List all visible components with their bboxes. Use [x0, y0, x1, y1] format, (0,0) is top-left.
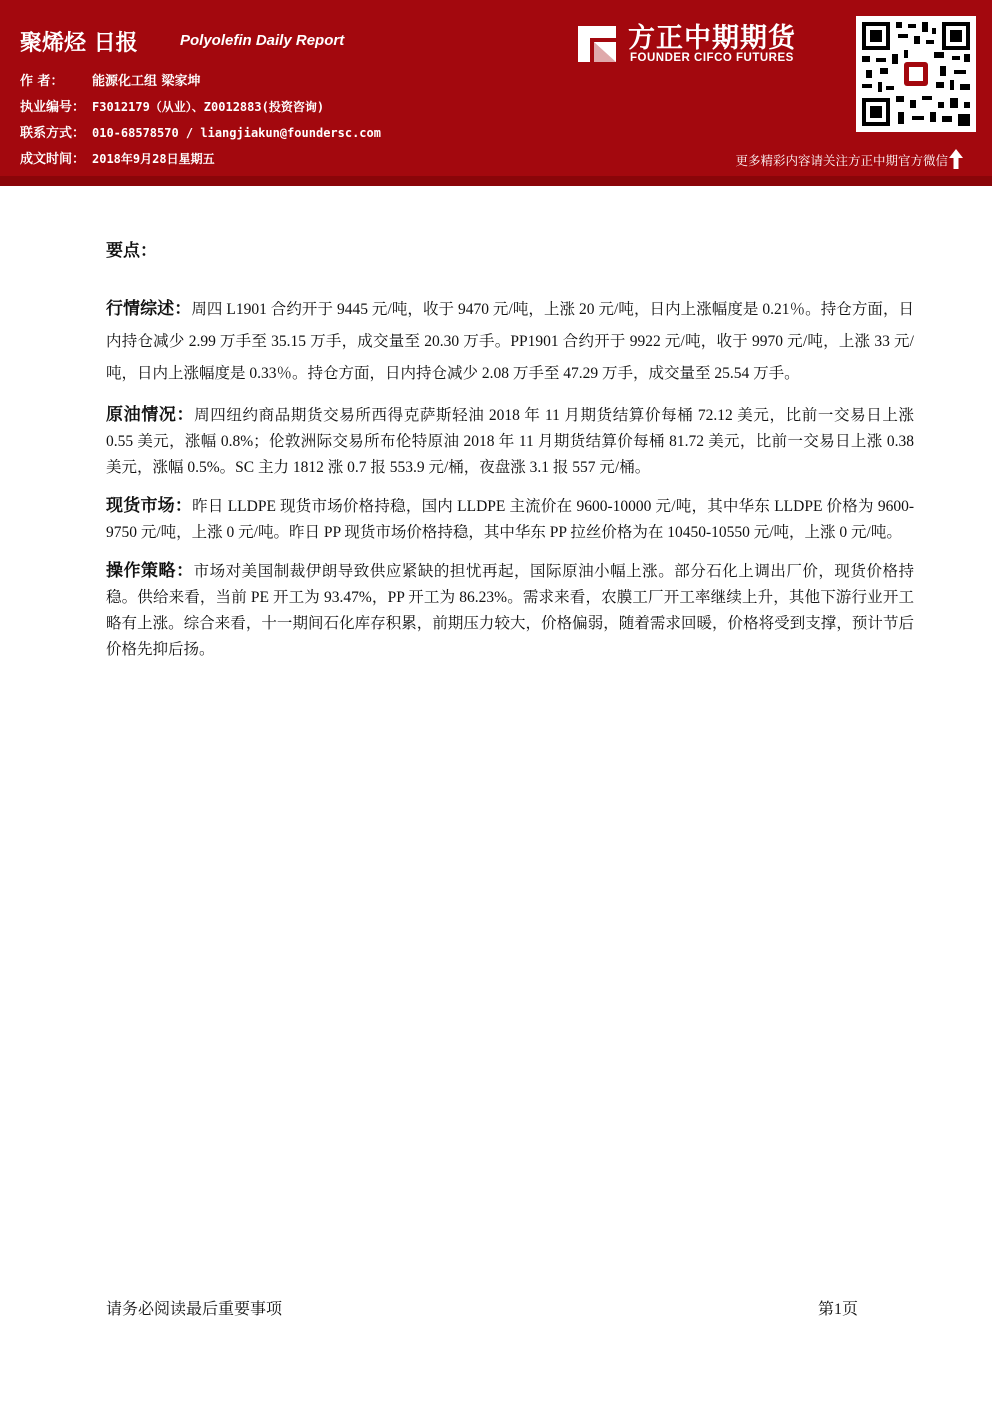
section-title: 操作策略： — [106, 561, 194, 581]
company-logo-cn: 方正中期期货 — [628, 23, 796, 54]
license-line — [20, 96, 324, 115]
wechat-follow-note: 更多精彩内容请关注方正中期官方微信 — [735, 153, 948, 168]
section-market-overview — [106, 293, 914, 390]
license-label: 执业编号： — [20, 100, 86, 115]
date-value: 2018年9月28日星期五 — [92, 152, 215, 166]
section-strategy — [106, 558, 914, 663]
contact-value[interactable]: 010-68578570 / liangjiakun@foundersc.com — [92, 126, 381, 140]
author-label: 作 者： — [20, 74, 64, 89]
report-header — [0, 0, 992, 186]
footer-notice: 请务必阅读最后重要事项 — [106, 1299, 283, 1318]
section-spot-market — [106, 493, 914, 546]
company-logo-en: FOUNDER CIFCO FUTURES — [630, 52, 794, 64]
report-title-cn: 聚烯烃 日报 — [20, 31, 138, 56]
contact-line — [20, 122, 381, 141]
page-number: 第1页 — [818, 1301, 859, 1318]
date-label: 成文时间： — [20, 152, 86, 167]
key-points-heading — [106, 236, 914, 267]
license-value: F3012179（从业）、Z0012883(投资咨询) — [92, 100, 325, 114]
author-value: 能源化工组 梁家坤 — [92, 74, 201, 89]
founder-logo-icon — [576, 24, 618, 64]
report-title-en: Polyolefin Daily Report — [180, 32, 345, 49]
section-text: 周四 L1901 合约开于 9445 元/吨，收于 9470 元/吨，上涨 20 元/吨，日内上涨幅度是 0.21％。持仓方面，日内持仓减少 2.99 万手至 35.15 万手，成交量至 20.30 万手。PP1901 合约开于 9922 元/吨，收于 9970 元/吨，上涨 33 元/吨，日内上涨幅度是 0.33％。持仓方面，日内持仓减少 2.08 万手至 47.29 万手，成交量至 25.54 万手。 — [106, 301, 915, 382]
section-title: 原油情况： — [106, 405, 195, 425]
wechat-qr-code-icon[interactable] — [856, 16, 976, 132]
section-text: 周四纽约商品期货交易所西得克萨斯轻油 2018 年 11 月期货结算价每桶 72.12 美元，比前一交易日上涨 0.55 美元，涨幅 0.8%；伦敦洲际交易所布伦特原油 2018 年 11 月期货结算价每桶 81.72 美元，比前一交易日上涨 0.38 美元，涨幅 0.5%。SC 主力 1812 涨 0.7 报 553.9 元/桶，夜盘涨 3.1 报 557 元/桶。 — [106, 407, 914, 476]
section-title: 行情综述： — [106, 299, 192, 319]
section-crude-oil — [106, 402, 914, 481]
report-body — [106, 236, 914, 675]
section-title: 现货市场： — [106, 496, 193, 516]
header-bottom-strip — [0, 176, 992, 186]
arrow-up-icon — [948, 148, 964, 170]
section-text: 市场对美国制裁伊朗导致供应紧缺的担忧再起，国际原油小幅上涨。部分石化上调出厂价，现货价格持稳。供给来看，当前 PE 开工为 93.47%，PP 开工为 86.23%。需求来看，农膜工厂开工率继续上升，其他下游行业开工略有上涨。综合来看，十一期间石化库存积累，前期压力较大，价格偏弱，随着需求回暖，价格将受到支撑，预计节后价格先抑后扬。 — [106, 563, 914, 658]
date-line — [20, 148, 215, 167]
section-text: 昨日 LLDPE 现货市场价格持稳，国内 LLDPE 主流价在 9600-10000 元/吨，其中华东 LLDPE 价格为 9600-9750 元/吨，上涨 0 元/吨。昨日 PP 现货市场价格持稳，其中华东 PP 拉丝价格为在 10450-10550 元/吨，上涨 0 元/吨。 — [106, 498, 914, 541]
contact-label: 联系方式： — [20, 126, 86, 141]
author-line — [20, 70, 201, 89]
key-points-label: 要点： — [106, 241, 157, 261]
